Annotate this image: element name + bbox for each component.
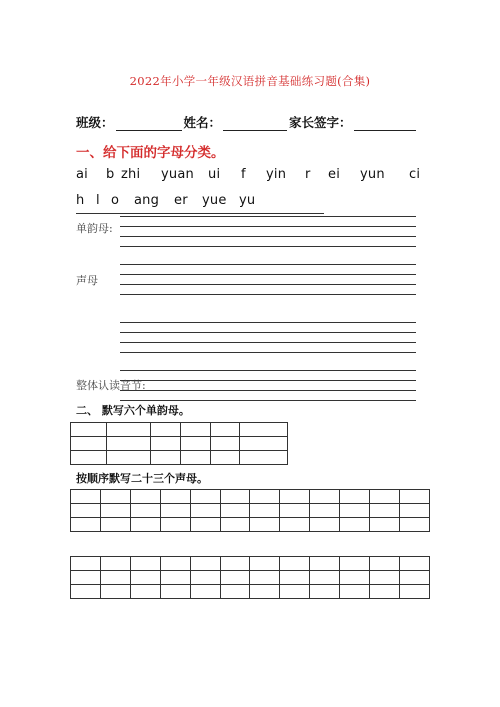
- grid-cell[interactable]: [340, 557, 370, 571]
- grid-cell[interactable]: [130, 585, 160, 599]
- parent-signature-blank: [354, 116, 416, 131]
- letter-item: ui: [208, 167, 221, 182]
- grid-cell[interactable]: [160, 490, 190, 504]
- grid-cell[interactable]: [310, 490, 340, 504]
- grid-cell[interactable]: [210, 451, 240, 465]
- writing-line: [120, 370, 416, 371]
- section3-heading: 按顺序默写二十三个声母。: [76, 472, 208, 485]
- grid-cell[interactable]: [280, 585, 310, 599]
- grid-cell[interactable]: [151, 451, 181, 465]
- grid-cell[interactable]: [399, 557, 429, 571]
- initials-label: 声母: [76, 274, 98, 287]
- grid-cell[interactable]: [240, 451, 288, 465]
- grid-cell[interactable]: [71, 423, 107, 437]
- letter-item: ci: [409, 167, 421, 182]
- grid-cell[interactable]: [160, 504, 190, 518]
- letter-item: r: [305, 167, 311, 182]
- grid-cell[interactable]: [280, 557, 310, 571]
- grid-cell[interactable]: [130, 518, 160, 532]
- grid-cell[interactable]: [71, 437, 107, 451]
- grid-row: [71, 518, 430, 532]
- grid-cell[interactable]: [151, 437, 181, 451]
- writing-line: [120, 284, 416, 285]
- initials-grid-2: [70, 556, 430, 599]
- grid-row: [71, 585, 430, 599]
- writing-line: [120, 342, 416, 343]
- grid-cell[interactable]: [310, 504, 340, 518]
- grid-cell[interactable]: [71, 451, 107, 465]
- grid-cell[interactable]: [340, 504, 370, 518]
- writing-line: [120, 352, 416, 353]
- writing-line: [120, 294, 416, 295]
- grid-row: [71, 423, 288, 437]
- student-info-row: [76, 113, 418, 131]
- grid-cell[interactable]: [106, 451, 151, 465]
- writing-line: [120, 400, 416, 401]
- whole-syllables-label: 整体认读音节:: [76, 379, 146, 392]
- grid-cell[interactable]: [370, 585, 400, 599]
- grid-cell[interactable]: [280, 571, 310, 585]
- vowel-grid: [70, 422, 288, 465]
- grid-cell[interactable]: [370, 518, 400, 532]
- letter-item: yin: [266, 167, 287, 182]
- grid-cell[interactable]: [180, 451, 210, 465]
- grid-row: [71, 557, 430, 571]
- writing-line: [120, 246, 416, 247]
- grid-cell[interactable]: [151, 423, 181, 437]
- grid-cell[interactable]: [399, 571, 429, 585]
- grid-cell[interactable]: [71, 571, 101, 585]
- grid-row: [71, 490, 430, 504]
- writing-line: [120, 226, 416, 227]
- name-label: 姓名：: [183, 115, 222, 130]
- letter-item: ai: [76, 167, 88, 182]
- grid-cell[interactable]: [220, 585, 250, 599]
- grid-cell[interactable]: [250, 504, 280, 518]
- grid-cell[interactable]: [130, 557, 160, 571]
- grid-cell[interactable]: [160, 557, 190, 571]
- grid-cell[interactable]: [310, 518, 340, 532]
- grid-cell[interactable]: [100, 585, 130, 599]
- letter-item: b: [106, 167, 115, 182]
- grid-row: [71, 504, 430, 518]
- grid-row: [71, 437, 288, 451]
- grid-cell[interactable]: [190, 518, 220, 532]
- grid-cell[interactable]: [220, 557, 250, 571]
- grid-cell[interactable]: [190, 585, 220, 599]
- grid-cell[interactable]: [250, 490, 280, 504]
- parent-signature-label: 家长签字：: [289, 115, 352, 130]
- grid-cell[interactable]: [71, 585, 101, 599]
- underline-short: [76, 213, 324, 214]
- writing-line: [120, 380, 416, 381]
- grid-cell[interactable]: [340, 585, 370, 599]
- grid-cell[interactable]: [240, 423, 288, 437]
- grid-cell[interactable]: [71, 557, 101, 571]
- grid-cell[interactable]: [250, 557, 280, 571]
- letter-item: yue: [202, 193, 227, 208]
- grid-cell[interactable]: [280, 518, 310, 532]
- grid-row: [71, 571, 430, 585]
- grid-cell[interactable]: [220, 571, 250, 585]
- writing-line: [120, 332, 416, 333]
- grid-cell[interactable]: [106, 423, 151, 437]
- writing-line: [120, 236, 416, 237]
- grid-row: [71, 451, 288, 465]
- grid-cell[interactable]: [71, 504, 101, 518]
- writing-line: [120, 322, 416, 323]
- grid-cell[interactable]: [399, 504, 429, 518]
- grid-cell[interactable]: [180, 423, 210, 437]
- letter-item: f: [241, 167, 246, 182]
- letter-item: h: [76, 193, 85, 208]
- grid-cell[interactable]: [370, 504, 400, 518]
- writing-line: [120, 390, 416, 391]
- grid-cell[interactable]: [190, 571, 220, 585]
- grid-cell[interactable]: [370, 571, 400, 585]
- grid-cell[interactable]: [340, 518, 370, 532]
- writing-line: [120, 264, 416, 265]
- grid-cell[interactable]: [100, 571, 130, 585]
- letter-item: er: [174, 193, 188, 208]
- grid-cell[interactable]: [220, 490, 250, 504]
- page-title: 2022年小学一年级汉语拼音基础练习题(合集): [129, 74, 371, 88]
- letter-item: l: [96, 193, 100, 208]
- grid-cell[interactable]: [280, 504, 310, 518]
- grid-cell[interactable]: [310, 557, 340, 571]
- grid-cell[interactable]: [340, 571, 370, 585]
- grid-cell[interactable]: [370, 557, 400, 571]
- grid-cell[interactable]: [130, 504, 160, 518]
- letter-item: ang: [134, 193, 160, 208]
- grid-cell[interactable]: [190, 490, 220, 504]
- letter-item: yu: [239, 193, 256, 208]
- grid-cell[interactable]: [210, 423, 240, 437]
- letter-item: zhi: [121, 167, 141, 182]
- grid-cell[interactable]: [280, 490, 310, 504]
- grid-cell[interactable]: [100, 504, 130, 518]
- grid-cell[interactable]: [100, 557, 130, 571]
- grid-cell[interactable]: [250, 518, 280, 532]
- grid-cell[interactable]: [399, 518, 429, 532]
- grid-cell[interactable]: [100, 518, 130, 532]
- grid-cell[interactable]: [71, 490, 101, 504]
- grid-cell[interactable]: [160, 571, 190, 585]
- class-label: 班级：: [76, 115, 114, 130]
- grid-cell[interactable]: [310, 585, 340, 599]
- grid-cell[interactable]: [310, 571, 340, 585]
- name-blank: [223, 116, 287, 131]
- grid-cell[interactable]: [240, 437, 288, 451]
- grid-cell[interactable]: [370, 490, 400, 504]
- grid-cell[interactable]: [160, 585, 190, 599]
- section1-heading: 一、给下面的字母分类。: [76, 145, 225, 161]
- grid-cell[interactable]: [130, 571, 160, 585]
- grid-cell[interactable]: [340, 490, 370, 504]
- grid-cell[interactable]: [210, 437, 240, 451]
- grid-cell[interactable]: [71, 518, 101, 532]
- class-blank: [116, 116, 182, 131]
- grid-cell[interactable]: [160, 518, 190, 532]
- grid-cell[interactable]: [220, 518, 250, 532]
- grid-cell[interactable]: [220, 504, 250, 518]
- grid-cell[interactable]: [190, 557, 220, 571]
- letter-item: ei: [328, 167, 341, 182]
- initials-grid-1: [70, 489, 430, 532]
- section2-heading: 二、 默写六个单韵母。: [76, 404, 190, 417]
- grid-cell[interactable]: [399, 585, 429, 599]
- grid-cell[interactable]: [100, 490, 130, 504]
- grid-cell[interactable]: [180, 437, 210, 451]
- letter-item: yun: [360, 167, 385, 182]
- grid-cell[interactable]: [250, 571, 280, 585]
- grid-cell[interactable]: [106, 437, 151, 451]
- letter-item: yuan: [161, 167, 194, 182]
- writing-line: [120, 216, 416, 217]
- single-vowels-label: 单韵母:: [76, 222, 113, 235]
- grid-cell[interactable]: [250, 585, 280, 599]
- writing-line: [120, 274, 416, 275]
- grid-cell[interactable]: [399, 490, 429, 504]
- grid-cell[interactable]: [190, 504, 220, 518]
- letter-item: o: [111, 193, 120, 208]
- grid-cell[interactable]: [130, 490, 160, 504]
